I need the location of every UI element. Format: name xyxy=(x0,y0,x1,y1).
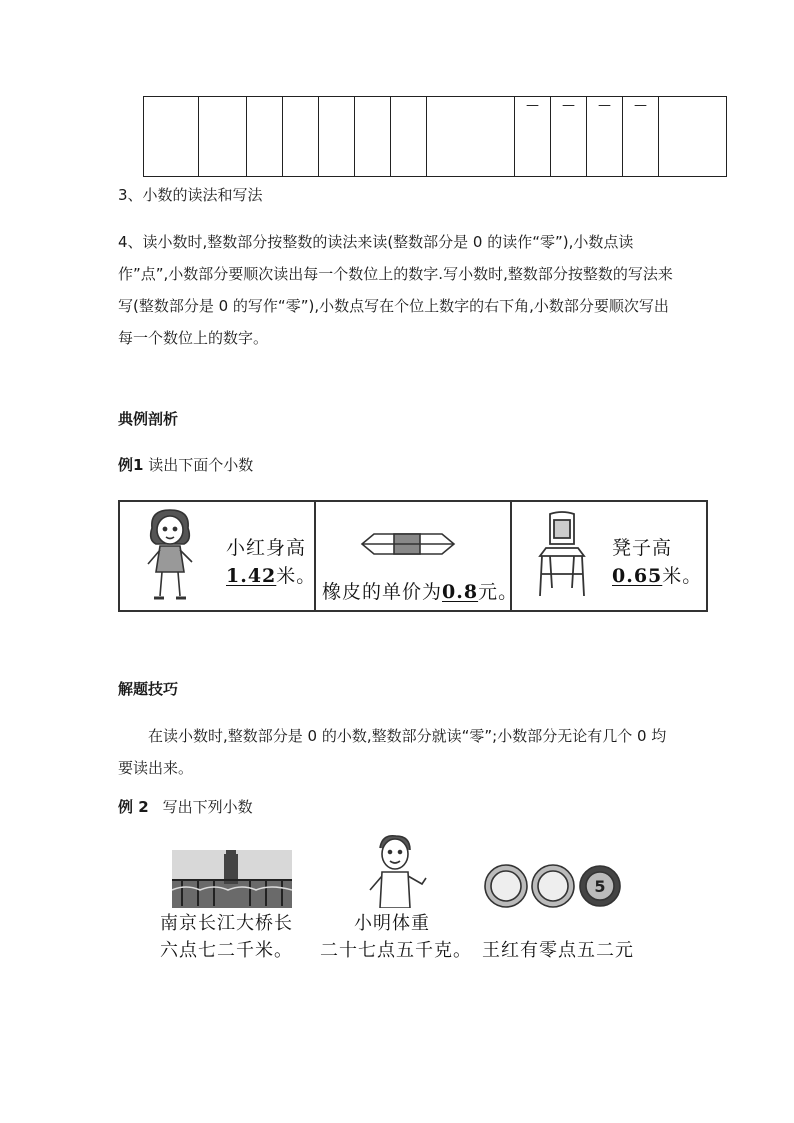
bridge-caption-line: 六点七二千米。 xyxy=(160,940,293,961)
example-1-label: 例1 xyxy=(118,456,144,474)
item-3-text: 3、小数的读法和写法 xyxy=(118,186,263,204)
panel-2-prefix: 橡皮的单价为 xyxy=(322,581,443,603)
table-cell xyxy=(144,97,199,177)
table-cell xyxy=(247,97,283,177)
panel-1-unit: 米。 xyxy=(276,565,317,587)
coins-illustration xyxy=(482,862,624,910)
boy-illustration xyxy=(360,832,430,908)
tip-text: 在读小数时,整数部分是 0 的小数,整数部分就读“零”;小数部分无论有几个 0 均要读出来。 xyxy=(118,727,667,777)
panel-1-value-line xyxy=(226,562,316,590)
panel-1-caption xyxy=(226,534,316,590)
panel-3-unit: 米。 xyxy=(662,565,703,587)
example-1-text: 读出下面个小数 xyxy=(143,456,254,474)
item-4-text: 4、读小数时,整数部分按整数的读法来读(整数部分是 0 的读作“零”),小数点读作”点”,小数部分要顺次读出每一个数位上的数字.写小数时,整数部分按整数的写法来写(整数部分是 0 的写作“零”),小数点写在个位上数字的右下角,小数部分要顺次写出每一个数位上的数字。 xyxy=(118,233,673,347)
panel-3-line: 凳子高 xyxy=(612,537,673,559)
example-2-figure xyxy=(160,828,634,962)
section-heading-tips: 解题技巧 xyxy=(118,680,179,698)
table-cell xyxy=(427,97,515,177)
boy-caption xyxy=(320,910,472,964)
example-1-prompt xyxy=(118,454,253,475)
girl-illustration xyxy=(138,506,202,606)
panel-2-value: 0.8 xyxy=(442,581,479,603)
example-1-figure xyxy=(118,500,708,612)
example-2-prompt xyxy=(118,796,253,817)
example-2-text: 写出下列小数 xyxy=(162,798,253,816)
stool-illustration xyxy=(534,510,590,600)
eraser-illustration xyxy=(358,530,458,558)
table-cell: — xyxy=(587,97,623,177)
panel-3-value-line xyxy=(612,562,702,590)
table-cell: — xyxy=(623,97,659,177)
table-cell xyxy=(355,97,391,177)
panel-1-line: 小红身高 xyxy=(226,537,307,559)
coin-digit: 5 xyxy=(594,877,606,896)
table-cell xyxy=(199,97,247,177)
table-cell xyxy=(283,97,319,177)
panel-3-value: 0.65 xyxy=(612,565,663,587)
table-cell xyxy=(391,97,427,177)
bridge-caption xyxy=(160,910,293,964)
coins-caption: 王红有零点五二元 xyxy=(482,940,634,961)
panel-2-caption xyxy=(322,578,518,606)
panel-1-value: 1.42 xyxy=(226,565,277,587)
table-cell xyxy=(659,97,727,177)
section-heading-examples: 典例剖析 xyxy=(118,410,179,428)
table-cell: — xyxy=(515,97,551,177)
panel-2-unit: 元。 xyxy=(478,581,519,603)
boy-caption-line: 小明体重 xyxy=(354,913,430,934)
bridge-caption-line: 南京长江大桥长 xyxy=(160,913,293,934)
panel-3-caption xyxy=(612,534,702,590)
boy-caption-line: 二十七点五千克。 xyxy=(320,940,472,961)
table-cell: — xyxy=(551,97,587,177)
table-cell xyxy=(319,97,355,177)
place-value-table xyxy=(143,96,727,177)
example-2-label: 例 2 xyxy=(118,798,149,816)
bridge-photo xyxy=(172,850,292,908)
